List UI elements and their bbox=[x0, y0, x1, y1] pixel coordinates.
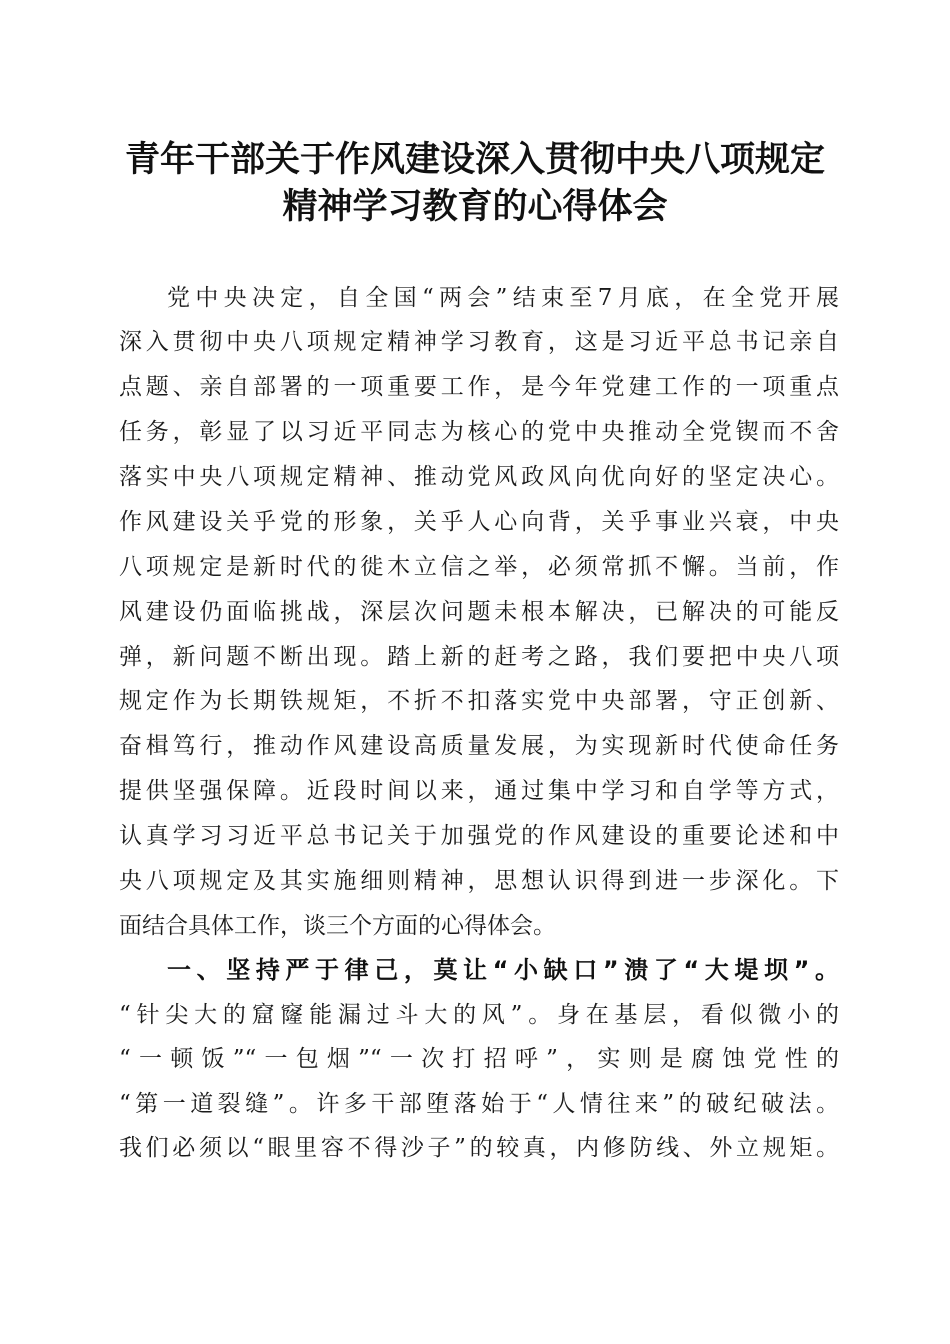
paragraph-line: 风建设仍面临挑战，深层次问题未根本解决，已解决的可能反 bbox=[119, 599, 839, 625]
paragraph-line: 作风建设关乎党的形象，关乎人心向背，关乎事业兴衰，中央 bbox=[119, 509, 839, 535]
paragraph-line: 弹，新问题不断出现。踏上新的赶考之路，我们要把中央八项 bbox=[119, 644, 839, 670]
paragraph-line: “第一道裂缝”。许多干部堕落始于“人情往来”的破纪破法。 bbox=[119, 1091, 839, 1117]
paragraph-line: 央八项规定及其实施细则精神，思想认识得到进一步深化。下 bbox=[119, 868, 839, 894]
paragraph-line: 认真学习习近平总书记关于加强党的作风建设的重要论述和中 bbox=[119, 823, 839, 849]
paragraph-line: 面结合具体工作，谈三个方面的心得体会。 bbox=[119, 913, 556, 939]
paragraph-line: 党中央决定，自全国“两会”结束至7月底，在全党开展 bbox=[167, 285, 839, 311]
paragraph-line: 落实中央八项规定精神、推动党风政风向优向好的坚定决心。 bbox=[119, 464, 839, 490]
paragraph-line: 点题、亲自部署的一项重要工作，是今年党建工作的一项重点 bbox=[119, 374, 839, 400]
document-title-line-2: 精神学习教育的心得体会 bbox=[282, 186, 668, 227]
paragraph-line: 深入贯彻中央八项规定精神学习教育，这是习近平总书记亲自 bbox=[119, 329, 839, 355]
paragraph-line: 提供坚强保障。近段时间以来，通过集中学习和自学等方式， bbox=[119, 778, 839, 804]
paragraph-line: “针尖大的窟窿能漏过斗大的风”。身在基层，看似微小的 bbox=[119, 1002, 839, 1028]
paragraph-line: 八项规定是新时代的徙木立信之举，必须常抓不懈。当前，作 bbox=[119, 554, 839, 580]
document-title-line-1: 青年干部关于作风建设深入贯彻中央八项规定 bbox=[124, 139, 825, 180]
paragraph-line: 我们必须以“眼里容不得沙子”的较真，内修防线、外立规矩。 bbox=[119, 1135, 839, 1161]
paragraph-line: 规定作为长期铁规矩，不折不扣落实党中央部署，守正创新、 bbox=[119, 688, 839, 714]
section-heading: 一、坚持严于律己，莫让“小缺口”溃了“大堤坝”。 bbox=[167, 956, 839, 984]
paragraph-line: 奋楫笃行，推动作风建设高质量发展，为实现新时代使命任务 bbox=[119, 733, 839, 759]
paragraph-line: 任务，彰显了以习近平同志为核心的党中央推动全党锲而不舍 bbox=[119, 419, 839, 445]
paragraph-line: “一顿饭”“一包烟”“一次打招呼”，实则是腐蚀党性的 bbox=[119, 1046, 839, 1072]
